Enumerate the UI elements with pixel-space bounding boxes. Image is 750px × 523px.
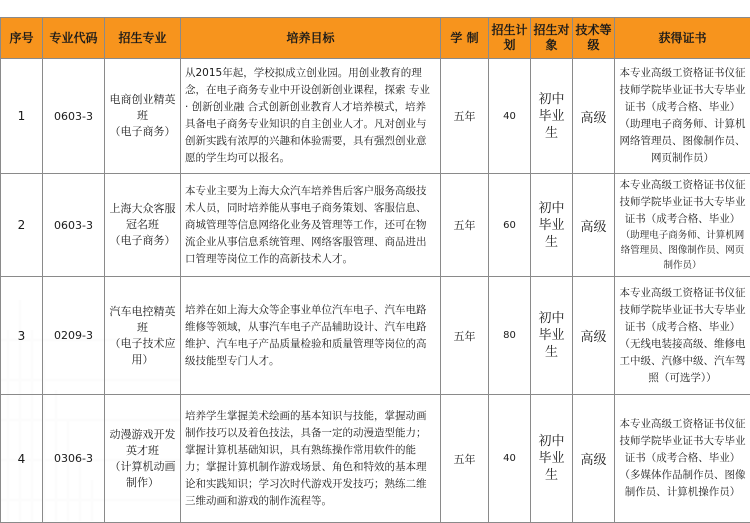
cert-main: 本专业高级工资格证书仪征技师学院毕业证书大专毕业证书（成考合格、毕业） bbox=[618, 65, 747, 116]
row-seq: 3 bbox=[1, 277, 43, 395]
row-major bbox=[105, 59, 181, 174]
enrollment-table bbox=[0, 17, 750, 523]
row-goal: 培养学生掌握美术绘画的基本知识与技能，掌握动画制作技巧以及着色技法，具备一定的动漫造型能力；掌握计算机基础知识，具有熟练操作常用软件的能力；掌握计算机制作游戏场景、角色和特效的基本理论和实践知识；学习次时代游戏开发技巧；熟练二维三维动画和游戏的制作流程等。 bbox=[181, 395, 441, 523]
major-sub: （电子商务） bbox=[110, 234, 176, 247]
header-cert: 获得证书 bbox=[615, 18, 750, 59]
row-years: 五年 bbox=[441, 174, 489, 277]
major-name: 电商创业精英班 bbox=[110, 93, 176, 122]
row-goal: 培养在如上海大众等企事业单位汽车电子、汽车电路维修等领域，从事汽车电子产品辅助设计、汽车电路维护、汽车电子产品质量检验和质量管理等岗位的高级技能型专门人才。 bbox=[181, 277, 441, 395]
row-major bbox=[105, 174, 181, 277]
row-cert bbox=[615, 395, 750, 523]
cert-detail: （无线电装接高级、维修电工中级、汽修中级、汽车驾照（可选学）） bbox=[618, 336, 747, 387]
major-name: 汽车电控精英班 bbox=[110, 305, 176, 334]
header-target: 招生对象 bbox=[531, 18, 573, 59]
row-code: 0209-3 bbox=[43, 277, 105, 395]
row-plan: 60 bbox=[489, 174, 531, 277]
row-level: 高级 bbox=[573, 395, 615, 523]
row-level: 高级 bbox=[573, 59, 615, 174]
row-code: 0603-3 bbox=[43, 59, 105, 174]
row-cert bbox=[615, 277, 750, 395]
row-plan: 80 bbox=[489, 277, 531, 395]
header-goal: 培养目标 bbox=[181, 18, 441, 59]
row-level: 高级 bbox=[573, 277, 615, 395]
row-major bbox=[105, 395, 181, 523]
row-target: 初中毕业生 bbox=[531, 59, 573, 174]
row-code: 0603-3 bbox=[43, 174, 105, 277]
cert-detail: （助理电子商务师、计算机网络管理员、图像制作员、网页制作员） bbox=[618, 116, 747, 167]
row-major bbox=[105, 277, 181, 395]
row-target: 初中毕业生 bbox=[531, 174, 573, 277]
major-sub: （电子技术应用） bbox=[110, 337, 176, 366]
header-major: 招生专业 bbox=[105, 18, 181, 59]
table-row bbox=[1, 59, 750, 174]
row-goal: 本专业主要为上海大众汽车培养售后客户服务高级技术人员，同时培养能从事电子商务策划、客服信息、商城管理等信息网络化业务及管理等工作，还可在物流企业从事信息系统管理、网络客服管理、商品进出口管理等岗位工作的高新技术人才。 bbox=[181, 174, 441, 277]
row-cert bbox=[615, 174, 750, 277]
cert-detail: （多媒体作品制作员、图像制作员、计算机操作员） bbox=[618, 467, 747, 501]
major-sub: （电子商务） bbox=[110, 125, 176, 138]
row-plan: 40 bbox=[489, 59, 531, 174]
cert-main: 本专业高级工资格证书仪征技师学院毕业证书大专毕业证书（成考合格、毕业） bbox=[618, 177, 747, 228]
row-years: 五年 bbox=[441, 277, 489, 395]
header-code: 专业代码 bbox=[43, 18, 105, 59]
table-row bbox=[1, 395, 750, 523]
row-level: 高级 bbox=[573, 174, 615, 277]
cert-main: 本专业高级工资格证书仪征技师学院毕业证书大专毕业证书（成考合格、毕业） bbox=[618, 285, 747, 336]
header-seq: 序号 bbox=[1, 18, 43, 59]
row-years: 五年 bbox=[441, 59, 489, 174]
cert-detail: （助理电子商务师、计算机网络管理员、图像制作员、网页制作员） bbox=[618, 228, 747, 273]
major-name: 动漫游戏开发英才班 bbox=[110, 428, 176, 457]
row-years: 五年 bbox=[441, 395, 489, 523]
major-name: 上海大众客服冠名班 bbox=[110, 202, 176, 231]
row-seq: 2 bbox=[1, 174, 43, 277]
table-row bbox=[1, 277, 750, 395]
row-goal: 从2015年起，学校拟成立创业园。用创业教育的理念，在电子商务专业中开设创新创业课程，探索 专业 · 创新创业融 合式创新创业教育人才培养模式，培养具备电子商务专业知识的自主创业人才。凡对创业与创新实践有浓厚的兴趣和体验需要，具有强烈创业意愿的学生均可以报名。 bbox=[181, 59, 441, 174]
header-level: 技术等级 bbox=[573, 18, 615, 59]
row-plan: 40 bbox=[489, 395, 531, 523]
table-row bbox=[1, 174, 750, 277]
header-years: 学 制 bbox=[441, 18, 489, 59]
cert-main: 本专业高级工资格证书仪征技师学院毕业证书大专毕业证书（成考合格、毕业） bbox=[618, 416, 747, 467]
row-seq: 1 bbox=[1, 59, 43, 174]
row-target: 初中毕业生 bbox=[531, 277, 573, 395]
row-code: 0306-3 bbox=[43, 395, 105, 523]
major-sub: （计算机动画制作） bbox=[110, 460, 176, 489]
row-seq: 4 bbox=[1, 395, 43, 523]
row-target: 初中毕业生 bbox=[531, 395, 573, 523]
header-plan: 招生计划 bbox=[489, 18, 531, 59]
row-cert bbox=[615, 59, 750, 174]
table-header-row bbox=[1, 18, 750, 59]
